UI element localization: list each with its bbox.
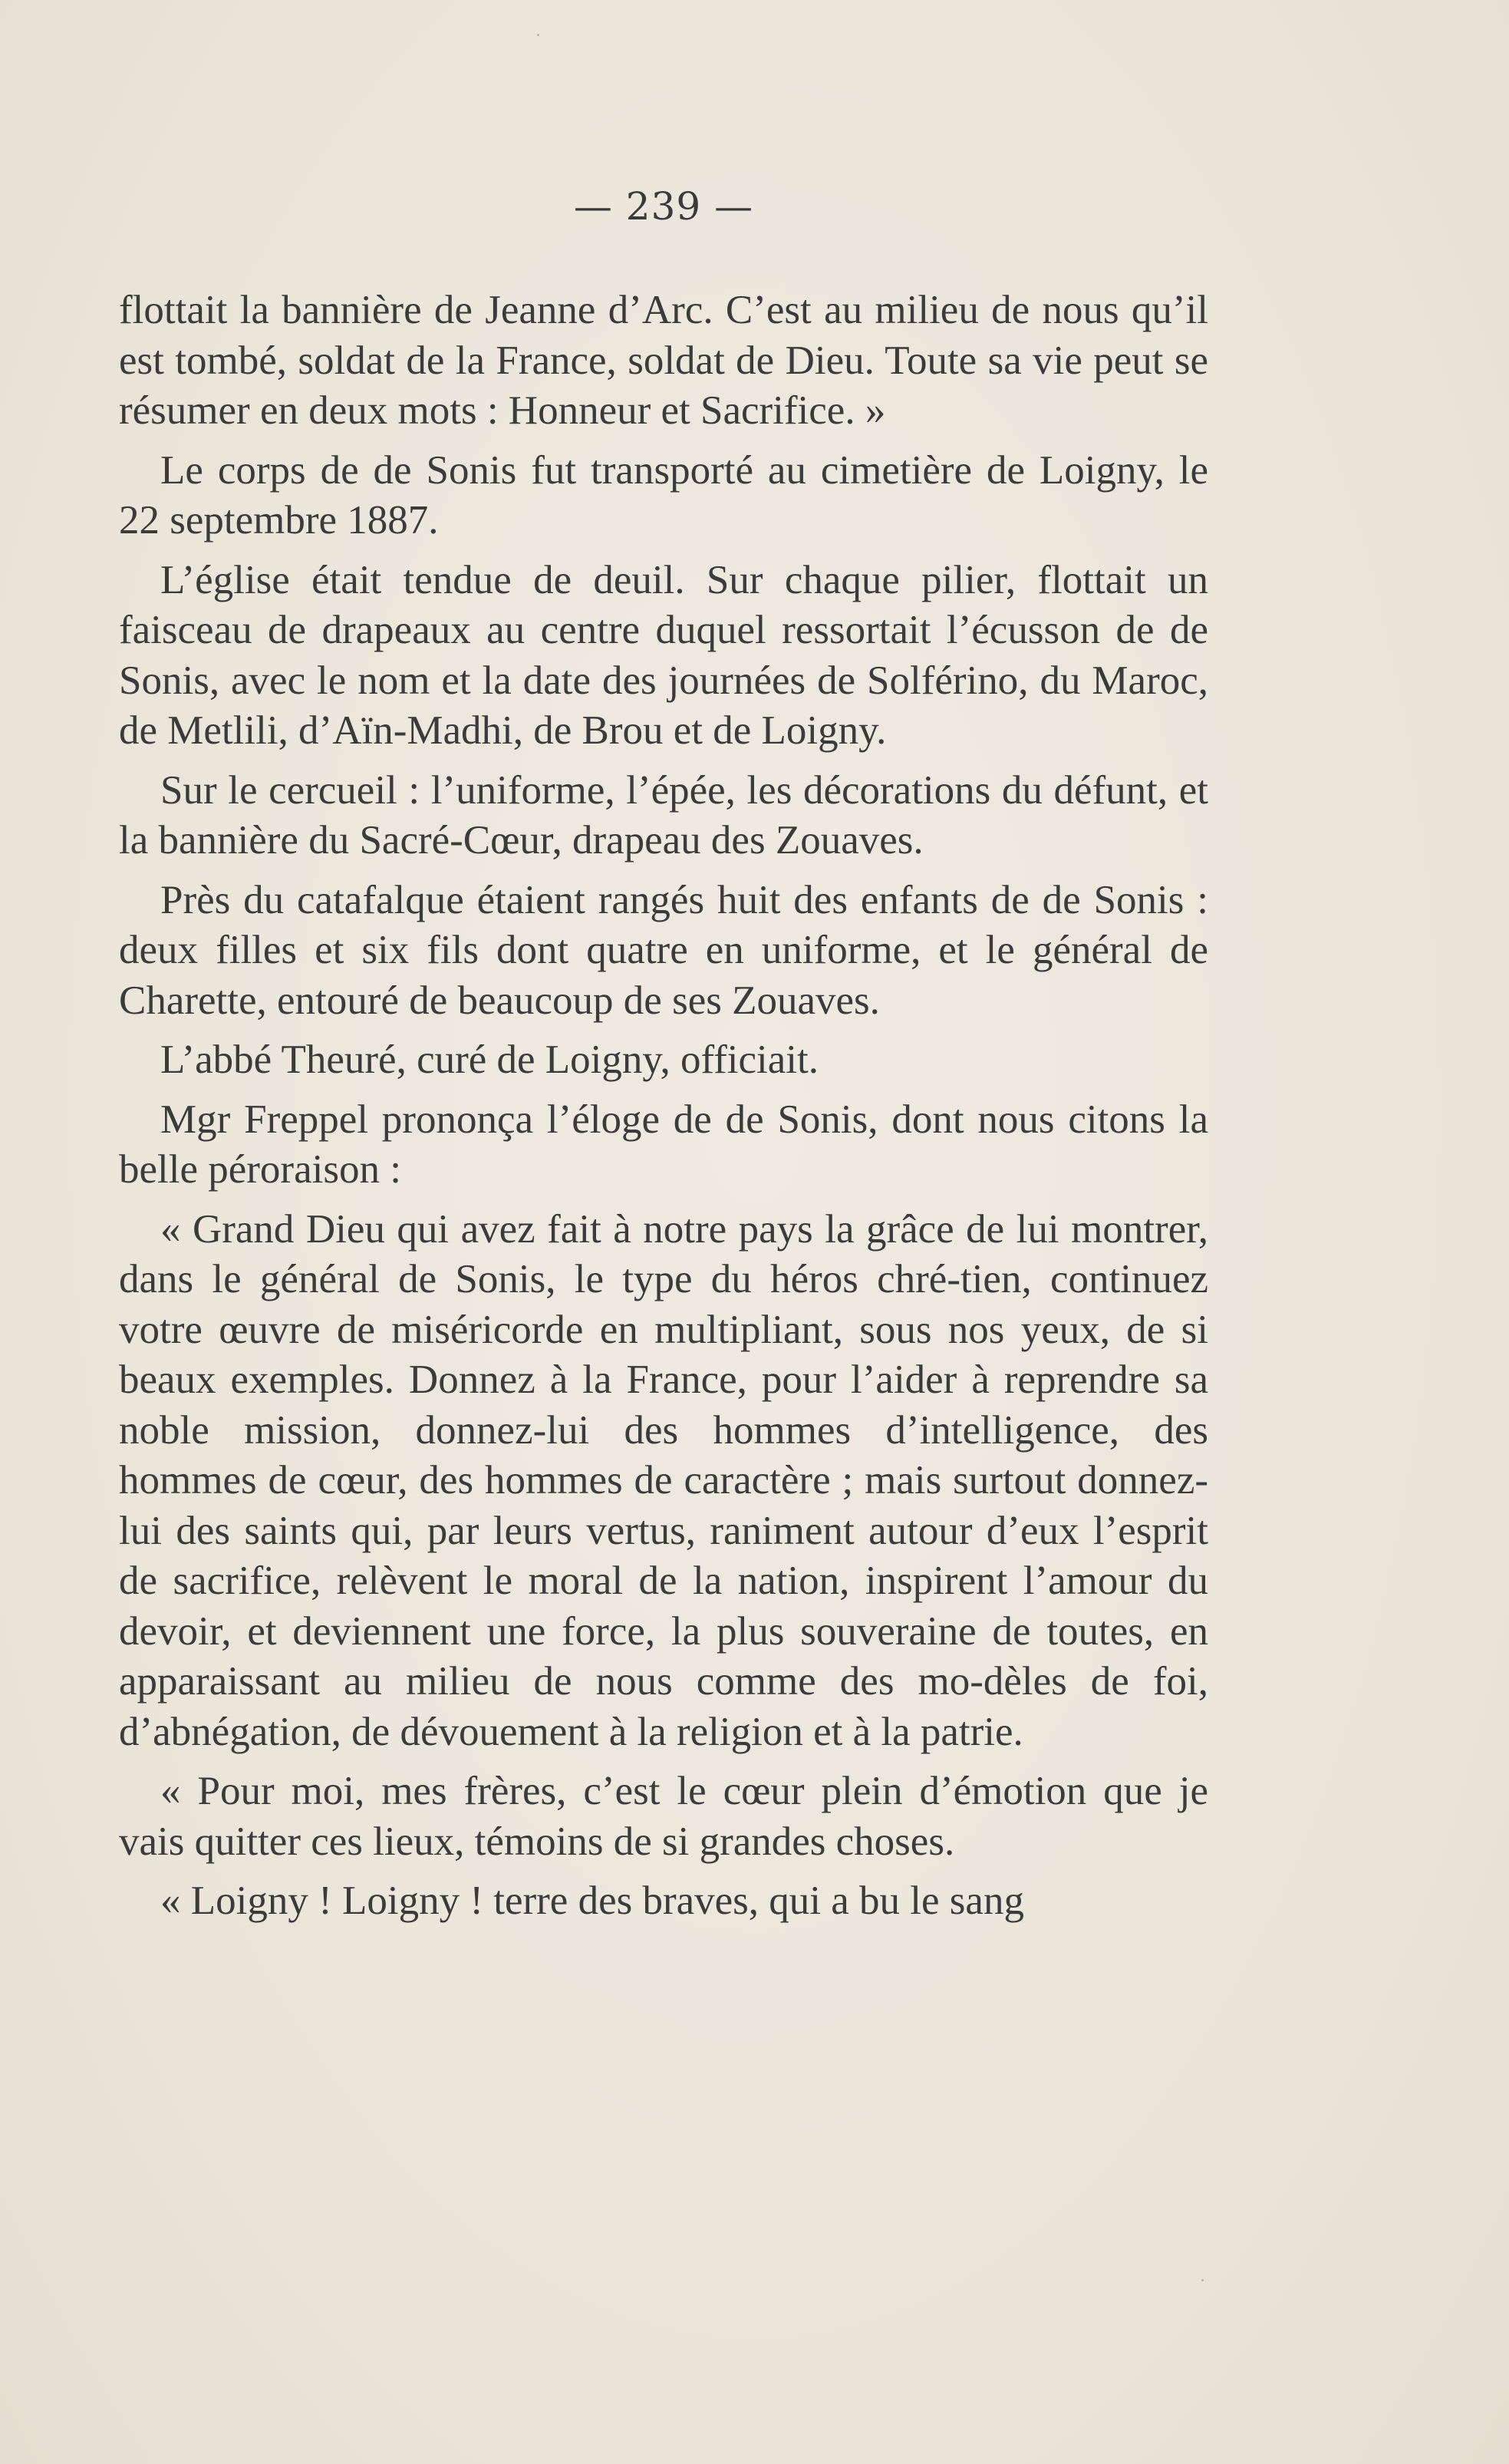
paragraph-continuation: flottait la bannière de Jeanne d’Arc. C’est au milieu de nous qu’il est tombé, soldat de la France, soldat de Dieu. Toute sa vie peut se résumer en deux mots : Honneur et Sacrifice. » [119,288,1208,433]
paragraph-burial: Le corps de de Sonis fut transporté au cimetière de Loigny, le 22 septembre 1887. [119,447,1208,543]
paragraph-eulogy-intro: Mgr Freppel prononça l’éloge de de Sonis, dont nous citons la belle péroraison : [119,1097,1208,1192]
body-text [119,285,1208,1936]
paragraph-loigny: « Loigny ! Loigny ! terre des braves, qui a bu le sang [160,1879,1024,1923]
paper-speck [537,34,539,36]
paragraph-church: L’église était tendue de deuil. Sur chaque pilier, flottait un faisceau de drapeaux au centre duquel ressortait l’écusson de de Sonis, avec le nom et la date des journées de Solférino, du Maroc, de Metlili, d’Aïn-Madhi, de Brou et de Loigny. [119,557,1208,753]
paragraph-coffin: Sur le cercueil : l’uniforme, l’épée, les décorations du défunt, et la bannière du Sacré-Cœur, drapeau des Zouaves. [119,767,1208,863]
paragraph-prayer: « Grand Dieu qui avez fait à notre pays la grâce de lui montrer, dans le général de Sonis, le type du héros chré-tien, continuez votre œuvre de miséricorde en multipliant, sous nos yeux, de si beaux exemples. Donnez à la France, pour l’aider à reprendre sa noble mission, donnez-lui des hommes d’intelligence, des hommes de cœur, des hommes de caractère ; mais surtout donnez-lui des saints qui, par leurs vertus, raniment autour d’eux l’esprit de sacrifice, relèvent le moral de la nation, inspirent l’amour du devoir, et deviennent une force, la plus souveraine de toutes, en apparaissant au milieu de nous comme des mo-dèles de foi, d’abnégation, de dévouement à la religion et à la patrie. [119,1206,1208,1754]
paragraph-farewell: « Pour moi, mes frères, c’est le cœur plein d’émotion que je vais quitter ces lieux, témoins de si grandes choses. [119,1769,1208,1864]
paragraph-catafalque: Près du catafalque étaient rangés huit des enfants de de Sonis : deux filles et six fils dont quatre en uniforme, et le général de Charette, entouré de beaucoup de ses Zouaves. [119,877,1208,1023]
page-number: — 239 — [573,184,754,229]
paragraph-officiant: L’abbé Theuré, curé de Loigny, officiait. [160,1037,819,1082]
paper-speck [1201,2279,1204,2281]
